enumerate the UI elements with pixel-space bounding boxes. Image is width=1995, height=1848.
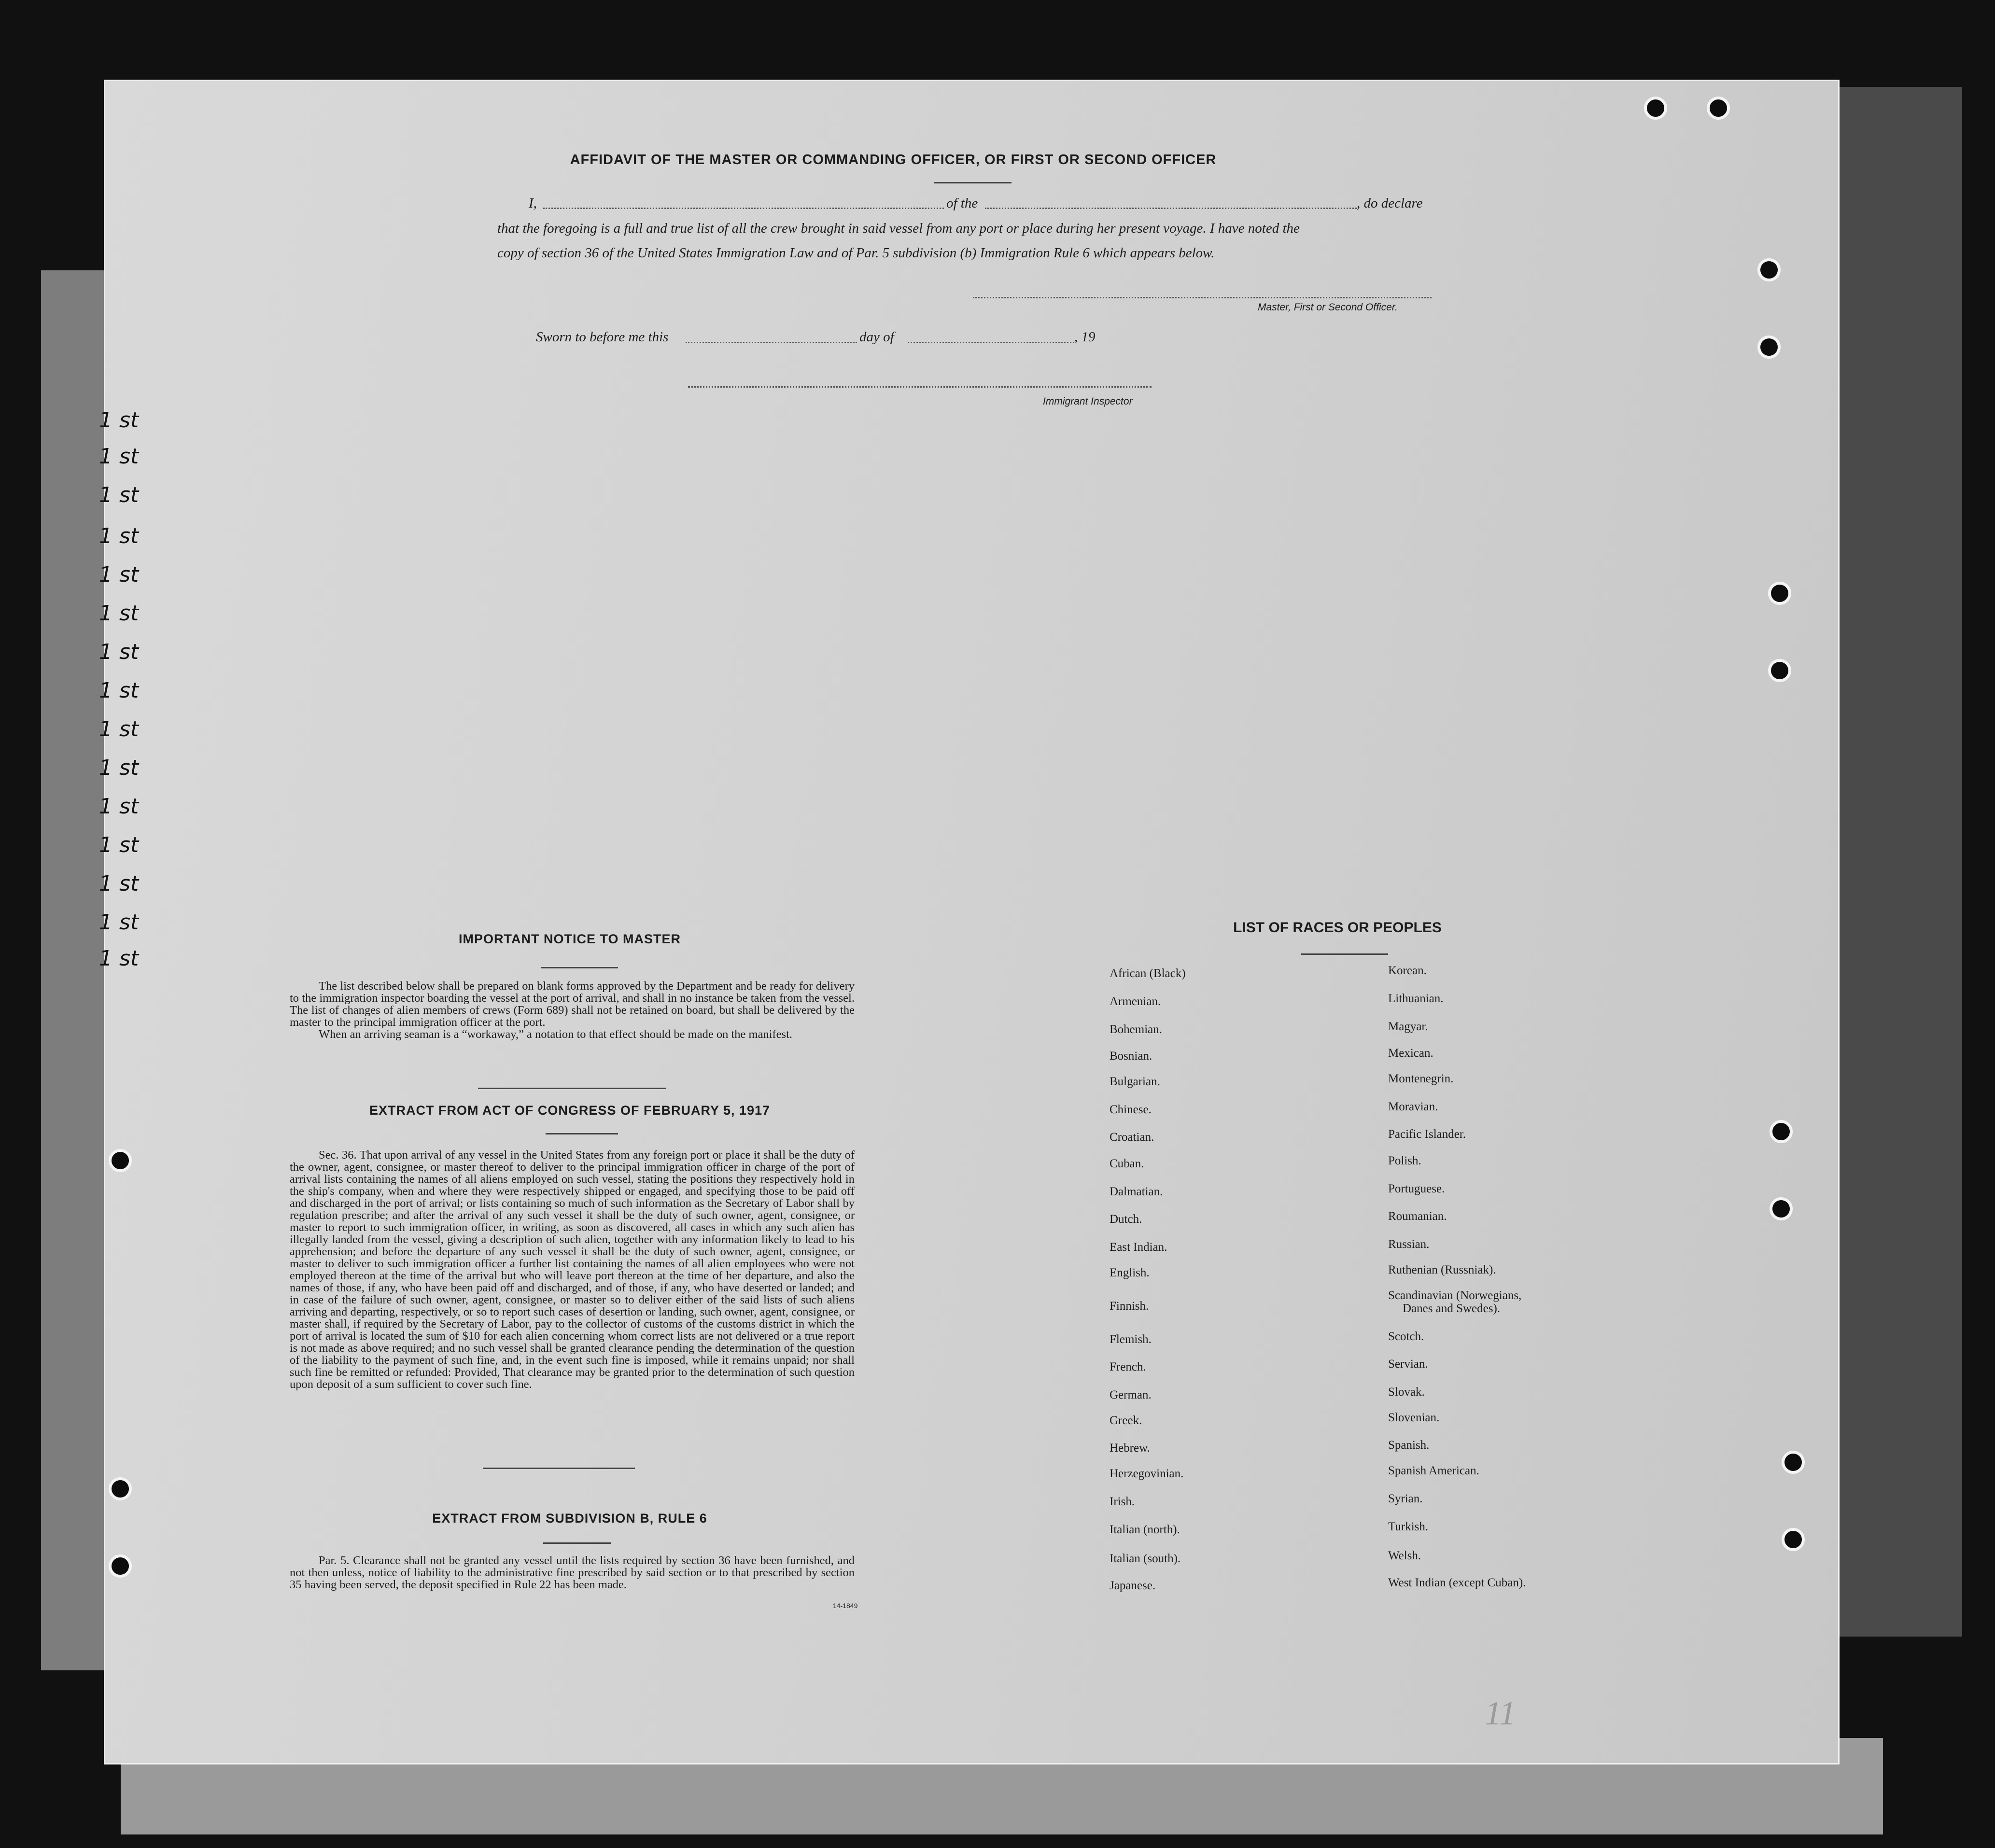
form-number: 14-1849 [833,1602,858,1610]
race-item: Chinese. [1110,1103,1152,1116]
margin-tick: 1 st [99,562,139,587]
margin-tick: 1 st [99,756,139,780]
race-item: Mexican. [1388,1047,1433,1060]
race-item: Croatian. [1110,1131,1154,1144]
race-item: Greek. [1110,1414,1142,1427]
race-item: West Indian (except Cuban). [1388,1576,1526,1589]
race-item: Welsh. [1388,1549,1421,1562]
race-item: Lithuanian. [1388,992,1444,1005]
binder-hole [1644,97,1667,120]
race-item: Scotch. [1388,1330,1424,1343]
margin-tick: 1 st [99,871,139,896]
affidavit-statement-line: copy of section 36 of the United States Immigration Law and of Par. 5 subdivision (b) Immigration Rule 6 which appears below. [497,245,1215,261]
affidavit-title: AFFIDAVIT OF THE MASTER OR COMMANDING OFFICER, OR FIRST OR SECOND OFFICER [570,152,1217,168]
inspector-signature-line [688,386,1152,388]
officer-signature-caption: Master, First or Second Officer. [1258,302,1398,313]
inspector-caption: Immigrant Inspector [1043,396,1133,407]
name-blank [543,208,944,209]
section-rule [541,967,618,968]
race-item: Ruthenian (Russniak). [1388,1263,1496,1276]
race-item: African (Black) [1110,967,1186,980]
race-item: Portuguese. [1388,1182,1445,1195]
race-item: Servian. [1388,1358,1428,1371]
race-item: Slovenian. [1388,1411,1440,1424]
affidavit-statement-line: that the foregoing is a full and true list of all the crew brought in said vessel from any port or place during her present voyage. I have noted the [497,221,1300,236]
race-item: Syrian. [1388,1492,1423,1505]
rule-extract-body [290,1554,855,1591]
race-item: Cuban. [1110,1157,1144,1170]
race-item: Herzegovinian. [1110,1467,1184,1480]
section-rule [1301,953,1388,955]
race-item: Bosnian. [1110,1050,1152,1063]
race-item: Russian. [1388,1238,1430,1251]
binder-hole [109,1477,132,1500]
officer-signature-line [973,297,1432,298]
act-extract-title: EXTRACT FROM ACT OF CONGRESS OF FEBRUARY 5, 1917 [369,1103,771,1118]
year-label: , 19 [1074,329,1096,345]
notice-body [290,980,855,1040]
margin-tick: 1 st [99,910,139,935]
margin-tick: 1 st [99,483,139,507]
race-item: Bulgarian. [1110,1075,1160,1088]
affidavit-declare-label: , do declare [1357,196,1423,211]
notice-title: IMPORTANT NOTICE TO MASTER [459,932,681,946]
race-item: Hebrew. [1110,1442,1150,1455]
section-rule [543,1542,611,1544]
margin-tick: 1 st [99,717,139,742]
rule-extract-paragraph: Par. 5. Clearance shall not be granted any vessel until the lists required by section 36 have been furnished, and not then unless, notice of liability to the administrative fine prescribed by said section or to that prescribed by section 35 having been served, the deposit specified in Rule 22 has been made. [290,1554,855,1591]
margin-tick: 1 st [99,833,139,857]
race-item: Slovak. [1388,1386,1425,1399]
binder-hole [1768,659,1791,682]
binder-hole [1782,1451,1805,1474]
race-item: Italian (south). [1110,1552,1181,1565]
month-blank [908,342,1074,343]
margin-tick: 1 st [99,946,139,971]
binder-hole [1768,582,1791,605]
day-of-label: day of [859,329,894,345]
race-item: Korean. [1388,964,1427,977]
notice-paragraph: The list described below shall be prepared on blank forms approved by the Department and be ready for delivery to the immigration inspector boarding the vessel at the port of arrival, and shall in no instance be taken from the vessel. The list of changes of alien members of crews (Form 689) shall not be retained on board, but shall be delivered by the master to the principal immigration officer at the port. [290,980,855,1029]
sworn-label: Sworn to before me this [536,329,669,345]
binder-hole [1782,1528,1805,1551]
affidavit-i-label: I, [529,196,537,211]
margin-tick: 1 st [99,408,139,433]
race-item: French. [1110,1360,1146,1373]
race-item: Japanese. [1110,1579,1156,1592]
binder-hole [1757,336,1781,359]
binder-hole [1770,1120,1793,1143]
race-item: Roumanian. [1388,1210,1447,1223]
manifest-page [104,80,1840,1764]
race-item: Dalmatian. [1110,1185,1163,1198]
race-item: Danes and Swedes). [1403,1302,1501,1315]
race-item: Turkish. [1388,1520,1429,1533]
margin-tick: 1 st [99,601,139,626]
act-extract-body [290,1149,855,1390]
race-item: Italian (north). [1110,1523,1180,1536]
title-rule [934,182,1012,183]
binder-hole [1707,97,1730,120]
binder-hole [1757,258,1781,281]
sworn-day-blank [686,342,857,343]
margin-tick: 1 st [99,678,139,703]
section-rule [546,1133,618,1134]
race-item: Pacific Islander. [1388,1128,1466,1141]
race-item: Polish. [1388,1154,1421,1167]
margin-tick: 1 st [99,524,139,548]
pencil-mark: 11 [1485,1695,1516,1732]
races-title: LIST OF RACES OR PEOPLES [1233,920,1442,936]
race-item: Magyar. [1388,1020,1428,1033]
race-item: Irish. [1110,1495,1135,1508]
race-item: Armenian. [1110,995,1161,1008]
act-extract-paragraph: Sec. 36. That upon arrival of any vessel in the United States from any foreign port or place it shall be the duty of the owner, agent, consignee, or master thereof to deliver to the principal immigration officer in charge of the port of arrival lists containing the names of all aliens employed on such vessel, stating the positions they respectively hold in the ship's company, when and where they were respectively shipped or engaged, and specifying those to be paid off and discharged in the port of arrival; or lists containing so much of such information as the Secretary of Labor shall by regulation prescribe; and after the arrival of any such vessel it shall be the duty of such owner, agent, consignee, or master to report to such immigration officer, in writing, as soon as discovered, all cases in which any such alien has illegally landed from the vessel, giving a description of such alien, together with any information likely to lead to his apprehension; and before the departure of any such vessel it shall be the duty of such owner, agent, consignee, or master to deliver to such immigration officer a further list containing the names of all alien employees who were not employed thereon at the time of the arrival but who will leave port thereon at the time of her departure, and also the names of those, if any, who have been paid off and discharged, and of those, if any, who have deserted or landed; and in case of the failure of such owner, agent, consignee, or master so to deliver either of the said lists of such aliens arriving and departing, respectively, or so to report such cases of desertion or landing, such owner, agent, consignee, or master shall, if required by the Secretary of Labor, pay to the collector of customs of the customs district in which the port of arrival is located the sum of $10 for each alien concerning whom correct lists are not delivered or a true report is not made as above required; and no such vessel shall be granted clearance pending the determination of the question of the liability to the payment of such fine, and, in the event such fine is imposed, while it remains unpaid; nor shall such fine be remitted or refunded: Provided, That clearance may be granted prior to the determination of such question upon deposit of a sum sufficient to cover such fine. [290,1148,855,1391]
rule-extract-title: EXTRACT FROM SUBDIVISION B, RULE 6 [432,1511,707,1526]
race-item: Montenegrin. [1388,1072,1454,1085]
race-item: English. [1110,1266,1150,1279]
margin-tick: 1 st [99,794,139,819]
race-item: Scandinavian (Norwegians, [1388,1289,1522,1302]
section-rule [478,1088,666,1089]
vessel-blank [985,208,1357,209]
binder-hole [1770,1197,1793,1220]
race-item: Flemish. [1110,1333,1152,1346]
race-item: Bohemian. [1110,1023,1163,1036]
race-item: East Indian. [1110,1241,1167,1254]
race-item: Spanish American. [1388,1464,1479,1477]
binder-hole [109,1149,132,1172]
section-rule [483,1468,635,1469]
race-item: Moravian. [1388,1100,1438,1113]
notice-paragraph: When an arriving seaman is a “workaway,” a notation to that effect should be made on the manifest. [319,1028,793,1041]
race-item: Spanish. [1388,1439,1430,1452]
binder-hole [109,1554,132,1578]
race-item: German. [1110,1388,1152,1401]
race-item: Finnish. [1110,1300,1149,1313]
race-item: Dutch. [1110,1213,1142,1226]
margin-tick: 1 st [99,444,139,469]
affidavit-of-label: of the [946,196,978,211]
margin-tick: 1 st [99,640,139,664]
